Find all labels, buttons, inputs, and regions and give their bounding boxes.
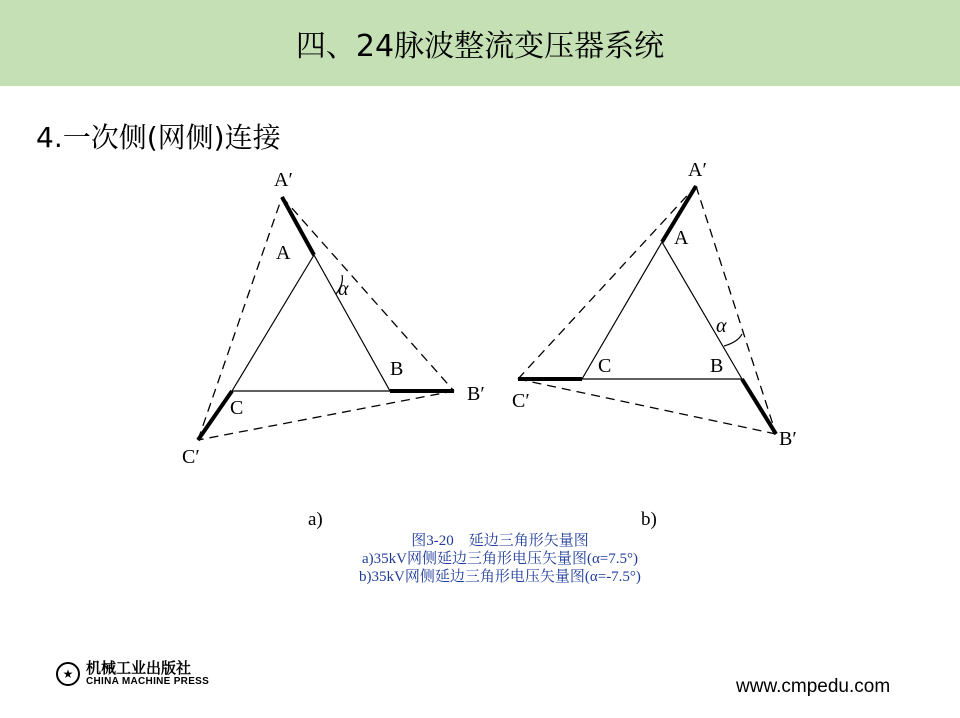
label-b-bprime: B′	[779, 428, 797, 450]
inner-side-b-ca	[582, 242, 662, 379]
extension-a-c	[198, 391, 232, 440]
sublabel-a: a)	[308, 509, 323, 530]
label-b-aprime: A′	[688, 159, 707, 181]
dashed-side-a-ab	[282, 197, 454, 391]
caption-line-1: 图3-20 延边三角形矢量图	[411, 533, 589, 549]
dashed-side-b-ca	[518, 186, 696, 379]
figure-caption	[240, 532, 760, 586]
diagram-a	[182, 169, 485, 530]
inner-side-a-ca	[232, 255, 314, 391]
label-a-bprime: B′	[467, 383, 485, 405]
label-a-alpha: α	[338, 278, 349, 300]
label-b-cprime: C′	[512, 390, 530, 412]
alpha-arc-b	[724, 334, 742, 346]
section-heading: 4.一次侧(网侧)连接	[36, 121, 281, 154]
label-a-b: B	[390, 358, 404, 380]
dashed-side-b-ab	[696, 186, 776, 434]
slide-title: 四、24脉波整流变压器系统	[295, 29, 665, 64]
extension-b-b	[742, 379, 776, 434]
label-b-a: A	[674, 227, 689, 249]
gear-logo-icon: ★	[56, 662, 80, 686]
caption-line-2: a)35kV网侧延边三角形电压矢量图(α=7.5°)	[361, 551, 639, 567]
publisher-logo	[56, 660, 209, 687]
logo-english-name: CHINA MACHINE PRESS	[86, 676, 210, 687]
label-a-c: C	[230, 397, 244, 419]
label-b-b: B	[710, 355, 724, 377]
sublabel-b: b)	[641, 509, 657, 530]
label-a-aprime: A′	[274, 169, 293, 191]
website-url: www.cmpedu.com	[736, 676, 891, 697]
logo-chinese-name: 机械工业出版社	[86, 659, 192, 677]
label-b-alpha: α	[716, 315, 727, 337]
dashed-side-b-bc	[518, 379, 776, 434]
inner-side-b-ab	[662, 242, 742, 379]
diagram-b	[512, 159, 797, 530]
caption-line-3: b)35kV网侧延边三角形电压矢量图(α=-7.5°)	[359, 569, 641, 585]
label-a-cprime: C′	[182, 446, 200, 468]
label-a-a: A	[276, 242, 291, 264]
label-b-c: C	[598, 355, 612, 377]
